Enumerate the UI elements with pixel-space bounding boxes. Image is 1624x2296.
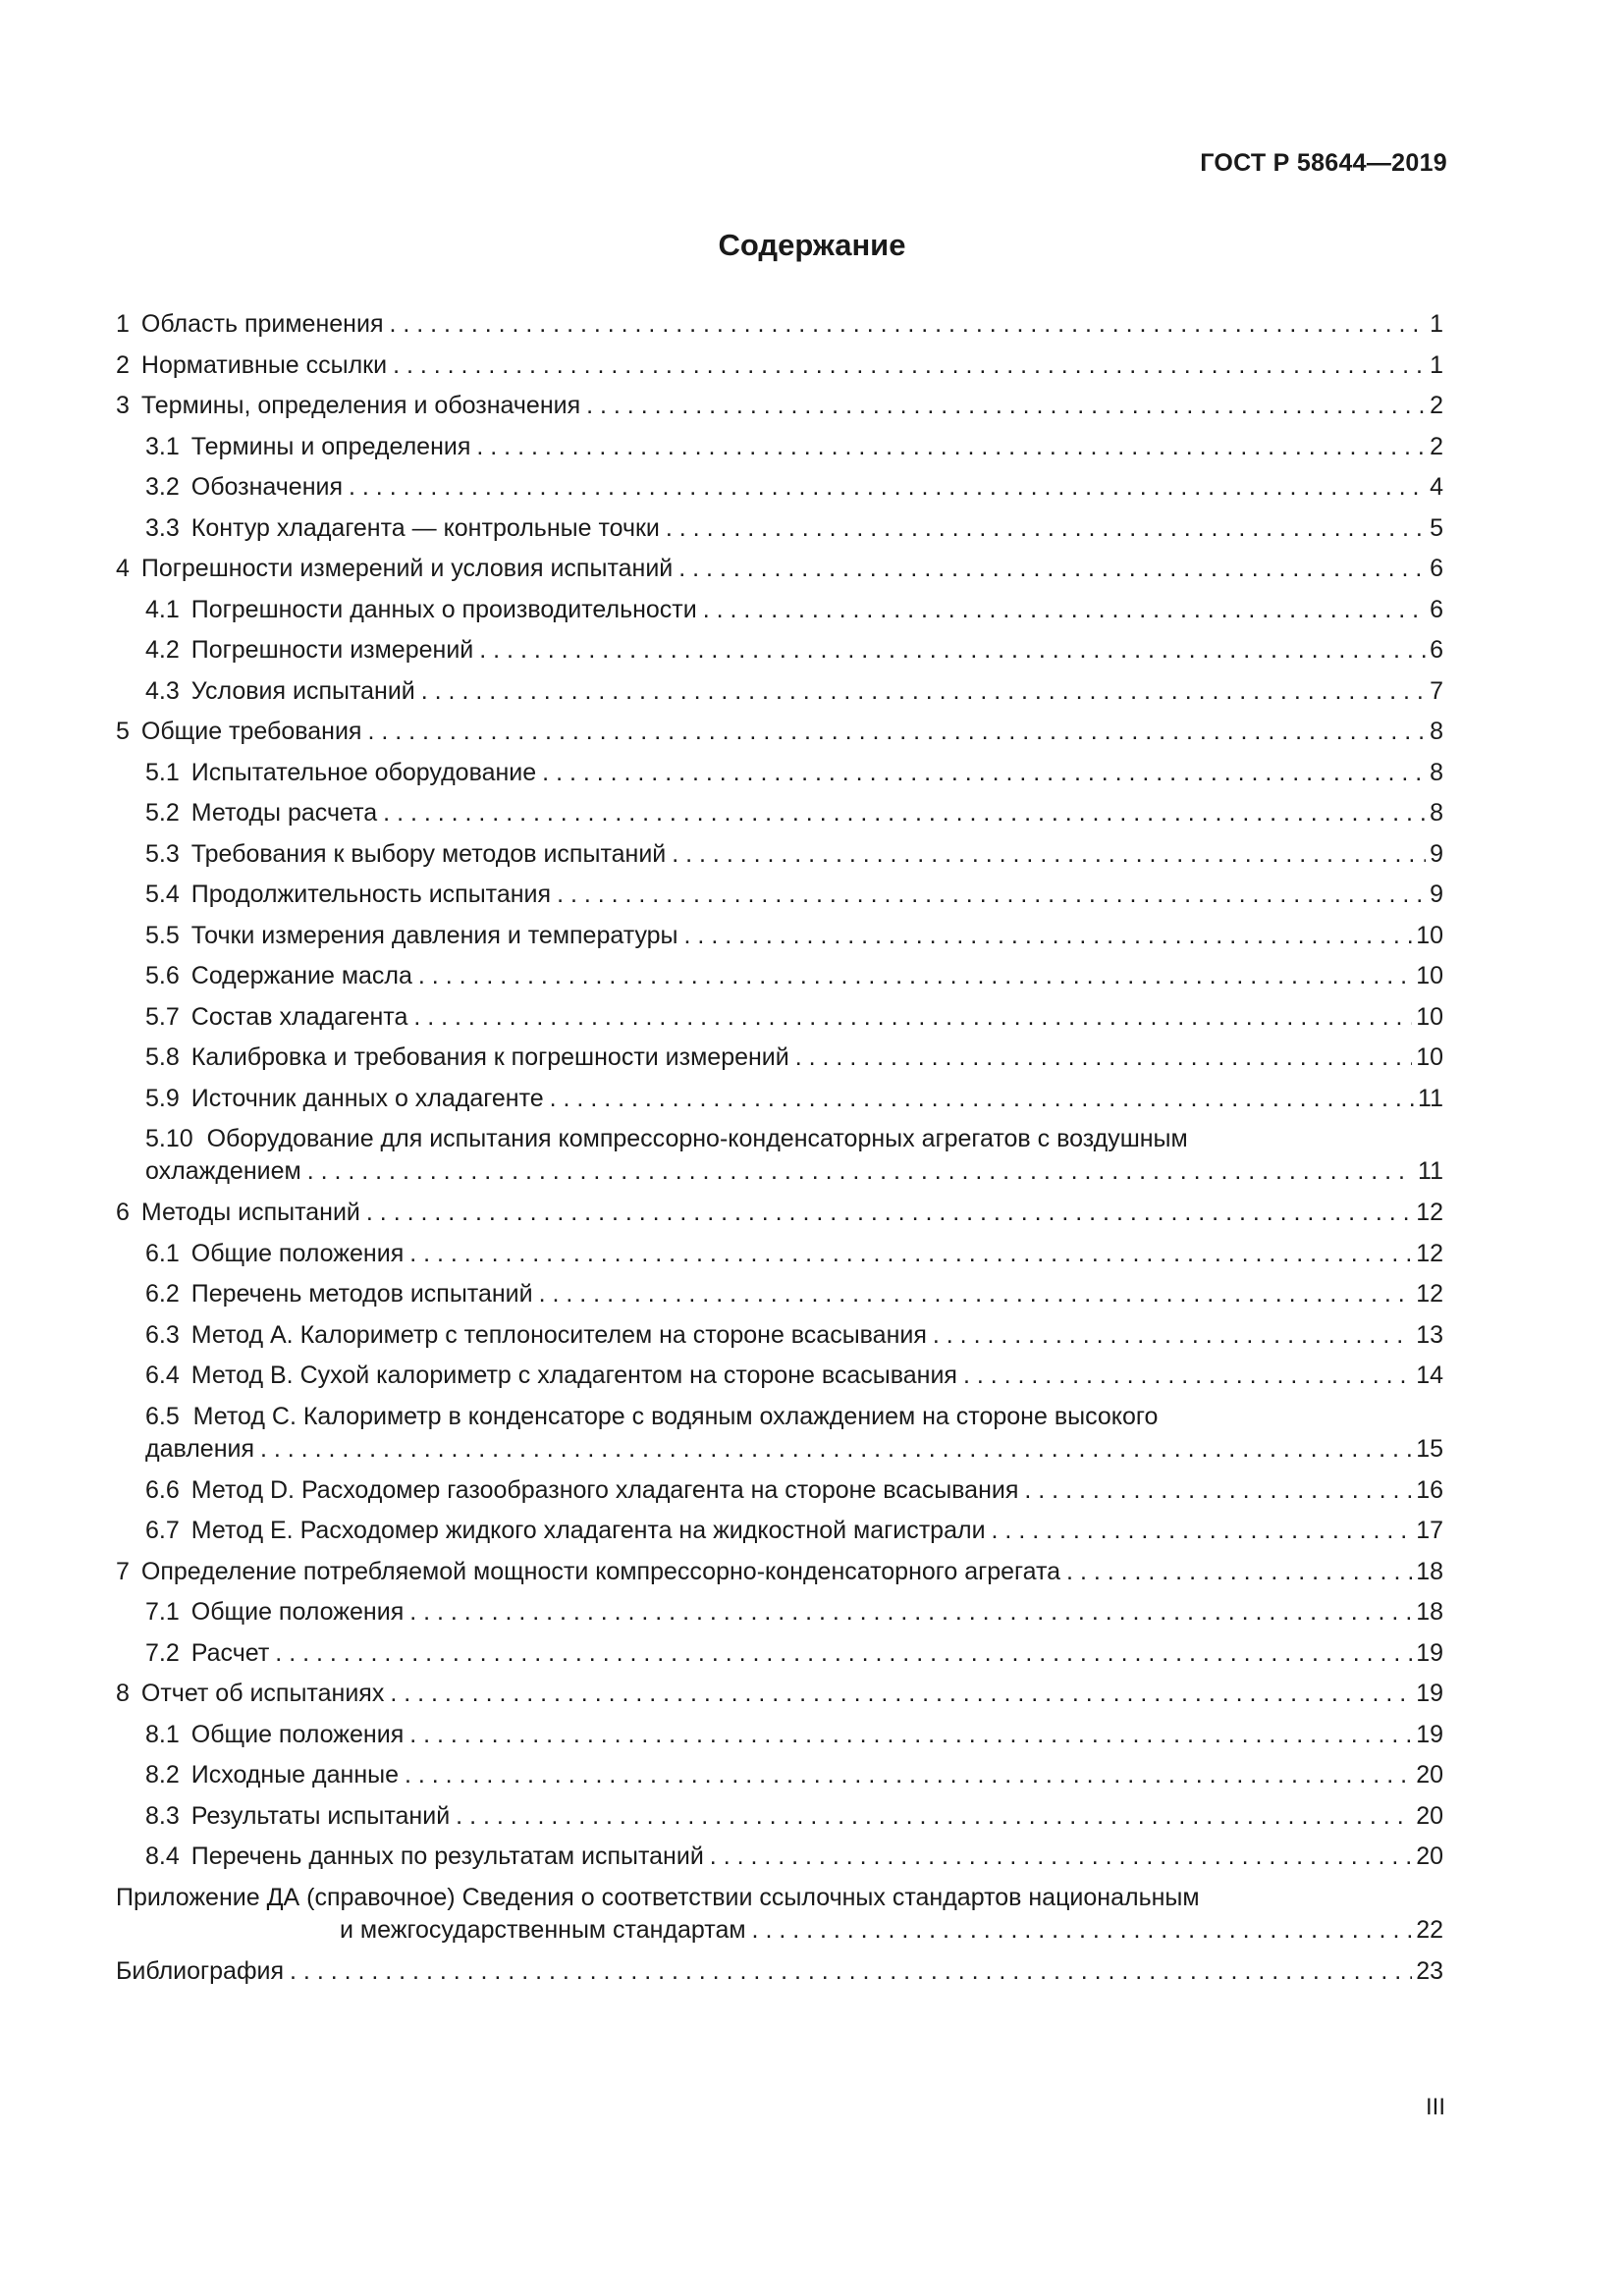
toc-entry-page: 9 [1430, 839, 1443, 868]
page-number: III [1425, 2094, 1445, 2120]
toc-entry-page: 19 [1416, 1638, 1443, 1667]
dot-leader [752, 1914, 1413, 1947]
toc-entry-page: 5 [1430, 513, 1443, 542]
toc-entry-label: Методы расчета [190, 799, 378, 827]
toc-entry-page: 10 [1416, 962, 1443, 989]
toc-entry-label: Термины, определения и обозначения [140, 392, 581, 419]
toc-entry-number: 6.4 [145, 1362, 180, 1389]
toc-entry-label: Расчет [190, 1638, 270, 1667]
toc-entry-label: Оборудование для испытания компрессорно-конденсаторных агрегатов с воздушным [206, 1125, 1188, 1152]
toc-entry-page: 12 [1416, 1239, 1443, 1267]
toc-entry-label: Испытательное оборудование [190, 758, 537, 786]
toc-entry[interactable] [116, 1592, 1443, 1633]
toc-entry-label-cont: охлаждением [145, 1157, 301, 1185]
toc-entry-number: 3.3 [145, 513, 180, 542]
toc-entry-appendix[interactable] [116, 1882, 1443, 1947]
dot-leader [542, 753, 1426, 794]
dot-leader [413, 997, 1412, 1039]
dot-leader [260, 1433, 1412, 1466]
toc-entry[interactable] [116, 1755, 1443, 1796]
dot-leader [476, 427, 1426, 468]
toc-entry-number: 5.5 [145, 921, 180, 949]
toc-entry-number: 5.8 [145, 1043, 180, 1071]
toc-entry-page: 18 [1416, 1557, 1443, 1585]
dot-leader [963, 1356, 1412, 1397]
toc-entry-number: 3.2 [145, 473, 180, 501]
dot-leader [795, 1038, 1412, 1079]
toc-entry-number: 4 [116, 555, 130, 582]
toc-entry-page: 12 [1416, 1280, 1443, 1308]
toc-entry-page: 4 [1430, 473, 1443, 501]
toc-entry[interactable] [116, 346, 1443, 387]
toc-entry-page: 17 [1416, 1517, 1443, 1544]
toc-entry-number: 6 [116, 1199, 130, 1226]
dot-leader [1066, 1552, 1412, 1593]
toc-entry[interactable] [116, 1715, 1443, 1756]
toc-entry-page: 1 [1430, 310, 1443, 338]
toc-entry-label: Условия испытаний [190, 676, 415, 705]
toc-entry-label: Обозначения [190, 473, 344, 501]
toc-entry[interactable] [116, 916, 1443, 957]
dot-leader [710, 1837, 1412, 1878]
toc-entry-page: 7 [1430, 676, 1443, 705]
toc-entry-label: Методы испытаний [140, 1199, 360, 1226]
toc-entry-bibliography[interactable] [116, 1951, 1443, 1993]
dot-leader [992, 1511, 1413, 1552]
toc-entry-number: 8.4 [145, 1842, 180, 1870]
toc-entry-number: 5 [116, 718, 130, 745]
toc-entry[interactable] [116, 834, 1443, 876]
toc-entry[interactable] [116, 427, 1443, 468]
toc-entry-number: 8 [116, 1680, 130, 1707]
appendix-title: Приложение ДА (справочное) Сведения о соответствии ссылочных стандартов национальным [116, 1883, 1200, 1911]
toc-entry[interactable] [116, 386, 1443, 427]
dot-leader [418, 956, 1412, 997]
toc-entry-page: 11 [1418, 1157, 1443, 1185]
toc-entry-page: 9 [1430, 881, 1443, 908]
toc-entry-number: 4.1 [145, 595, 180, 623]
toc-entry-label: Перечень методов испытаний [190, 1280, 533, 1308]
toc-entry[interactable] [116, 1038, 1443, 1079]
toc-entry-label: Погрешности измерений [190, 636, 474, 664]
dot-leader [557, 875, 1426, 916]
appendix-title-cont: и межгосударственным стандартам [340, 1915, 746, 1944]
toc-entry[interactable] [116, 956, 1443, 997]
toc-entry[interactable] [116, 753, 1443, 794]
toc-entry-number: 5.4 [145, 881, 180, 908]
toc-entry-page: 12 [1416, 1199, 1443, 1226]
dot-leader [393, 346, 1426, 387]
toc-entry-page: 10 [1416, 921, 1443, 949]
dot-leader [290, 1951, 1412, 1993]
toc-entry[interactable] [116, 590, 1443, 631]
toc-entry-page: 8 [1430, 718, 1443, 745]
toc-entry-number: 3 [116, 392, 130, 419]
dot-leader [390, 1674, 1412, 1715]
toc-entry-label: Определение потребляемой мощности компрессорно-конденсаторного агрегата [140, 1557, 1061, 1585]
toc-entry-label: Библиография [116, 1956, 285, 1985]
toc-entry-label: Продолжительность испытания [190, 881, 552, 908]
toc-entry-6-5[interactable] [116, 1401, 1443, 1466]
dot-leader [586, 386, 1426, 427]
toc-entry-page: 20 [1416, 1842, 1443, 1870]
toc-entry[interactable] [116, 1356, 1443, 1397]
toc-entry-label: Общие требования [140, 718, 362, 745]
toc-entry-label: Контур хладагента — контрольные точки [190, 513, 660, 542]
toc-entry-page: 1 [1430, 350, 1443, 379]
dot-leader [366, 1193, 1412, 1234]
toc-entry-label: Метод D. Расходомер газообразного хладагента на стороне всасывания [190, 1475, 1019, 1504]
toc-entry-page: 20 [1416, 1801, 1443, 1830]
toc-entry-label: Калибровка и требования к погрешности измерений [190, 1043, 789, 1071]
toc-entry-page: 10 [1416, 1043, 1443, 1071]
toc-entry[interactable] [116, 1837, 1443, 1878]
toc-entry-label: Общие положения [190, 1239, 405, 1267]
toc-entry-label: Исходные данные [190, 1761, 399, 1789]
toc-entry-label-cont: давления [145, 1434, 254, 1463]
dot-leader [409, 1234, 1412, 1275]
toc-entry-page: 16 [1416, 1475, 1443, 1504]
toc-entry-page: 10 [1416, 1002, 1443, 1031]
dot-leader [678, 549, 1426, 590]
toc-entry-page: 2 [1430, 392, 1443, 419]
toc-entry-label: Содержание масла [190, 962, 412, 989]
toc-entry[interactable] [116, 1674, 1443, 1715]
toc-entry-number: 6.7 [145, 1517, 180, 1544]
dot-leader [389, 304, 1426, 346]
toc-entry-page: 22 [1416, 1915, 1443, 1944]
toc-entry-number: 5.2 [145, 799, 180, 827]
toc-entry-number: 6.3 [145, 1320, 180, 1349]
toc-entry-page: 15 [1416, 1434, 1443, 1463]
toc-entry-label: Погрешности данных о производительности [190, 595, 697, 623]
toc-entry-number: 1 [116, 310, 130, 338]
toc-entry-number: 5.9 [145, 1084, 180, 1112]
dot-leader [550, 1079, 1414, 1120]
dot-leader [307, 1155, 1414, 1188]
toc-entry-page: 2 [1430, 432, 1443, 460]
dot-leader [933, 1315, 1412, 1357]
dot-leader [421, 671, 1426, 713]
dot-leader [367, 712, 1426, 753]
toc-entry-label: Общие положения [190, 1598, 405, 1626]
toc-entry-number: 2 [116, 350, 130, 379]
toc-entry-label: Нормативные ссылки [140, 350, 388, 379]
toc-entry[interactable] [116, 549, 1443, 590]
toc-entry-number: 5.10 [145, 1125, 193, 1152]
toc-entry-number: 6.6 [145, 1475, 180, 1504]
toc-entry-page: 6 [1430, 555, 1443, 582]
toc-entry-label: Метод А. Калориметр с теплоносителем на стороне всасывания [190, 1320, 927, 1349]
toc-entry-page: 8 [1430, 799, 1443, 827]
toc-entry-label: Область применения [140, 310, 384, 338]
toc-entry-number: 5.3 [145, 839, 180, 868]
toc-entry-label: Метод В. Сухой калориметр с хладагентом на стороне всасывания [190, 1362, 957, 1389]
page-title: Содержание [718, 228, 906, 262]
toc-entry-number: 3.1 [145, 432, 180, 460]
toc-entry-label: Перечень данных по результатам испытаний [190, 1842, 704, 1870]
toc-entry-page: 6 [1430, 636, 1443, 664]
toc-entry-number: 8.2 [145, 1761, 180, 1789]
toc-entry[interactable] [116, 712, 1443, 753]
dot-leader [275, 1633, 1412, 1675]
toc-entry-number: 6.2 [145, 1280, 180, 1308]
toc-entry[interactable] [116, 508, 1443, 550]
toc-entry-5-10[interactable] [116, 1123, 1443, 1188]
dot-leader [349, 467, 1426, 508]
toc-entry-page: 8 [1430, 758, 1443, 786]
toc-entry[interactable] [116, 1552, 1443, 1593]
toc-entry-label: Требования к выбору методов испытаний [190, 839, 667, 868]
toc-entry-number: 6.1 [145, 1239, 180, 1267]
dot-leader [383, 793, 1426, 834]
dot-leader [672, 834, 1426, 876]
toc-entry-label: Метод С. Калориметр в конденсаторе с водяным охлаждением на стороне высокого [192, 1402, 1159, 1430]
toc-entry-label: Источник данных о хладагенте [190, 1084, 544, 1112]
toc-entry[interactable] [116, 1234, 1443, 1275]
toc-entry-number: 7 [116, 1557, 130, 1585]
toc-entry[interactable] [116, 875, 1443, 916]
toc-entry-page: 19 [1416, 1720, 1443, 1748]
document-code: ГОСТ Р 58644—2019 [1200, 149, 1447, 177]
toc-entry-number: 4.2 [145, 636, 180, 664]
toc-entry[interactable] [116, 1470, 1443, 1512]
toc-entry-number: 7.2 [145, 1638, 180, 1667]
toc-entry[interactable] [116, 1796, 1443, 1838]
toc-entry-number: 8.1 [145, 1720, 180, 1748]
toc-entry[interactable] [116, 467, 1443, 508]
dot-leader [409, 1592, 1412, 1633]
toc-entry[interactable] [116, 630, 1443, 671]
toc-entry-label: Метод Е. Расходомер жидкого хладагента на жидкостной магистрали [190, 1517, 986, 1544]
toc-entry-number: 5.7 [145, 1002, 180, 1031]
toc-entry-label: Термины и определения [190, 432, 471, 460]
toc-entry[interactable] [116, 671, 1443, 713]
toc-entry-number: 8.3 [145, 1801, 180, 1830]
dot-leader [409, 1715, 1412, 1756]
toc-entry-page: 13 [1416, 1320, 1443, 1349]
dot-leader [456, 1796, 1412, 1838]
toc-entry-number: 5.1 [145, 758, 180, 786]
toc-entry[interactable] [116, 1274, 1443, 1315]
dot-leader [405, 1755, 1412, 1796]
toc-entry-number: 5.6 [145, 962, 180, 989]
toc-entry[interactable] [116, 1633, 1443, 1675]
toc-entry[interactable] [116, 1511, 1443, 1552]
dot-leader [479, 630, 1426, 671]
dot-leader [539, 1274, 1413, 1315]
toc-entry[interactable] [116, 1315, 1443, 1357]
toc-entry-label: Результаты испытаний [190, 1801, 451, 1830]
toc-entry-page: 20 [1416, 1761, 1443, 1789]
toc-entry-number: 7.1 [145, 1598, 180, 1626]
toc-entry-page: 19 [1416, 1680, 1443, 1707]
toc-entry-label: Общие положения [190, 1720, 405, 1748]
toc-entry-number: 4.3 [145, 676, 180, 705]
toc-entry-page: 11 [1418, 1084, 1443, 1112]
dot-leader [1024, 1470, 1412, 1512]
toc-entry-number: 6.5 [145, 1402, 180, 1430]
toc-entry-label: Точки измерения давления и температуры [190, 921, 678, 949]
dot-leader [666, 508, 1426, 550]
toc-entry-label: Погрешности измерений и условия испытаний [140, 555, 674, 582]
toc-entry-page: 14 [1416, 1362, 1443, 1389]
toc-entry-label: Состав хладагента [190, 1002, 408, 1031]
table-of-contents [116, 304, 1443, 1992]
toc-entry[interactable] [116, 1193, 1443, 1234]
dot-leader [703, 590, 1426, 631]
toc-entry-page: 23 [1416, 1956, 1443, 1985]
toc-entry[interactable] [116, 997, 1443, 1039]
dot-leader [684, 916, 1413, 957]
toc-entry[interactable] [116, 793, 1443, 834]
toc-entry[interactable] [116, 304, 1443, 346]
toc-entry-page: 6 [1430, 595, 1443, 623]
toc-entry-page: 18 [1416, 1598, 1443, 1626]
toc-entry[interactable] [116, 1079, 1443, 1120]
toc-entry-label: Отчет об испытаниях [140, 1680, 385, 1707]
